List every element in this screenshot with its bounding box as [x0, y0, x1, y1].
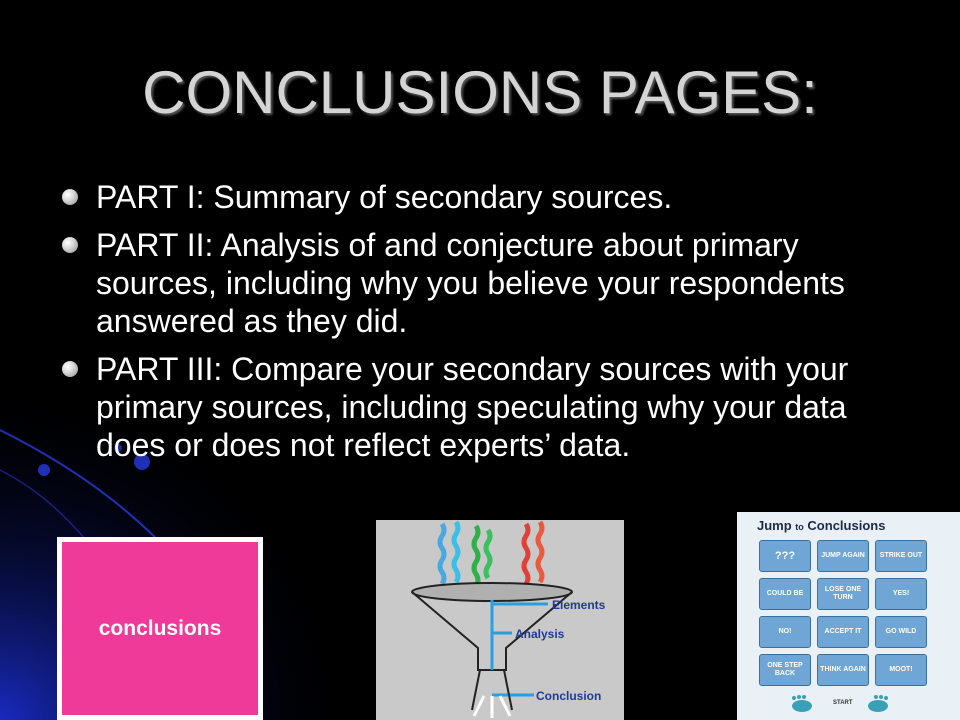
jump-cell: ???	[759, 540, 811, 572]
start-label: START	[833, 700, 853, 706]
jump-cell: JUMP AGAIN	[817, 540, 869, 572]
jump-cell: THINK AGAIN	[817, 654, 869, 686]
left-foot-icon	[789, 694, 815, 714]
bullet-text: PART I: Summary of secondary sources.	[96, 179, 673, 215]
jump-cell: NO!	[759, 616, 811, 648]
bullet-dot-icon	[62, 237, 78, 253]
jump-title-to: to	[795, 522, 804, 532]
conclusions-card-label: conclusions	[62, 542, 258, 715]
bullet-text: PART II: Analysis of and conjecture about primary sources, including why you believe your respondents answered as they did.	[96, 227, 845, 339]
jump-cell: MOOT!	[875, 654, 927, 686]
bullet-dot-icon	[62, 361, 78, 377]
jump-cell: GO WILD	[875, 616, 927, 648]
jump-cell: LOSE ONE TURN	[817, 578, 869, 610]
funnel-label-analysis: Analysis	[515, 627, 565, 641]
bullet-item-part-2	[60, 226, 910, 340]
funnel-label-elements: Elements	[552, 598, 606, 612]
funnel-label-conclusion: Conclusion	[536, 689, 602, 703]
jump-cell: COULD BE	[759, 578, 811, 610]
jump-title-main: Jump	[757, 518, 792, 533]
bullet-item-part-3	[60, 350, 910, 464]
bullet-dot-icon	[62, 189, 78, 205]
funnel-diagram-image	[376, 520, 624, 720]
jump-cell: ONE STEP BACK	[759, 654, 811, 686]
right-foot-icon	[865, 694, 891, 714]
bullet-item-part-1	[60, 178, 910, 216]
jump-cell: YES!	[875, 578, 927, 610]
jump-grid	[759, 540, 927, 686]
bullet-list	[60, 178, 910, 474]
jump-cell: STRIKE OUT	[875, 540, 927, 572]
bullet-text: PART III: Compare your secondary sources with your primary sources, including speculating why your data does or does not reflect experts’ data.	[96, 351, 849, 463]
jump-to-conclusions-image	[737, 512, 960, 720]
jump-cell: ACCEPT IT	[817, 616, 869, 648]
jump-title	[757, 518, 885, 533]
jump-title-end: Conclusions	[807, 518, 886, 533]
conclusions-card-image	[57, 537, 263, 720]
funnel-illustration	[376, 520, 624, 720]
slide-title: CONCLUSIONS PAGES:	[142, 59, 818, 126]
